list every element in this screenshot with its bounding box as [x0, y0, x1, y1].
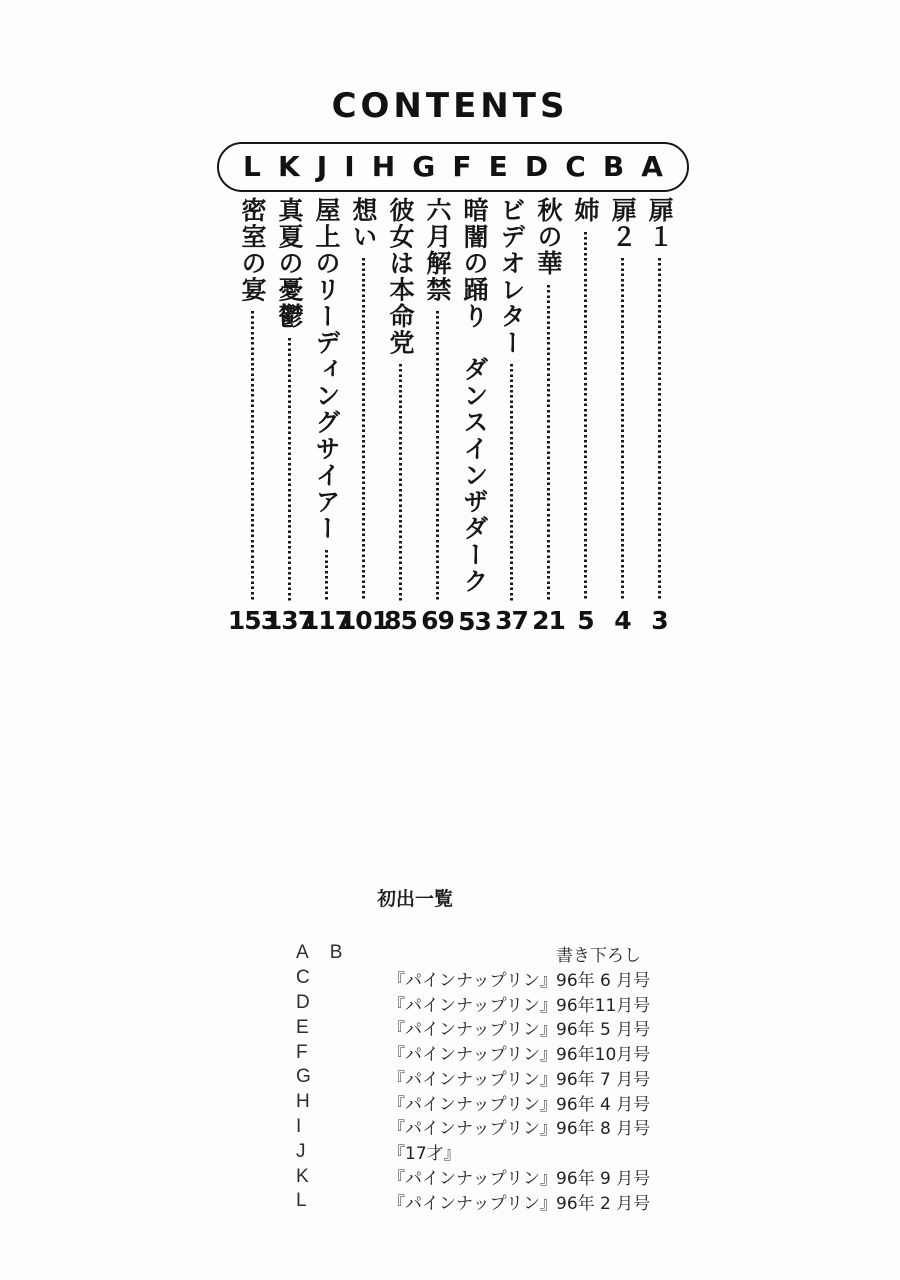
toc-entry-a: [641, 197, 678, 635]
dotted-leader: [547, 285, 550, 602]
chapter-title: 想い: [349, 197, 378, 250]
page-number: 153: [227, 606, 278, 635]
dotted-leader: [325, 550, 328, 602]
credit-letter-l: L: [296, 1190, 307, 1212]
toc-entry-j: [301, 197, 352, 635]
credit-source: 『パインナップリン』: [388, 1020, 557, 1041]
chapter-letter-g: G: [412, 150, 436, 183]
credit-letter-h: H: [296, 1091, 310, 1113]
toc-entry-h: [382, 197, 419, 635]
first-publication-row: [296, 966, 656, 991]
toc-entry-g: [419, 197, 456, 635]
toc-entry-f: [456, 197, 493, 635]
chapter-letter-h: H: [371, 150, 396, 183]
dotted-leader: [621, 258, 624, 601]
credit-letter-j: J: [296, 1140, 306, 1162]
credit-letters: [296, 1190, 388, 1212]
credit-source: 『パインナップリン』: [388, 1169, 557, 1190]
toc-entry-k: [264, 197, 315, 635]
credit-letters: [296, 1066, 388, 1088]
page-number: 3: [651, 606, 668, 635]
dotted-leader: [399, 364, 402, 601]
page-number: 101: [338, 606, 389, 635]
credit-letters: [296, 1017, 388, 1039]
dotted-leader: [251, 311, 254, 601]
credit-letter-i: I: [296, 1115, 302, 1137]
dotted-leader: [362, 258, 365, 601]
credit-letters: [296, 1116, 388, 1138]
chapter-title: 暗闇の踊り ダンスインザダーク: [460, 197, 489, 595]
page-number: 69: [421, 606, 454, 635]
credit-letter-a: A: [296, 942, 309, 964]
first-publication-row: [296, 1015, 656, 1040]
chapter-letter-b: B: [602, 150, 625, 183]
dotted-leader: [288, 338, 291, 602]
chapter-title: 彼女は本命党: [386, 197, 415, 356]
first-publication-row: [296, 991, 656, 1016]
credit-letter-f: F: [296, 1041, 308, 1063]
credit-letter-e: E: [296, 1016, 309, 1038]
credit-letter-b: B: [329, 942, 343, 964]
chapter-letter-e: E: [488, 150, 508, 183]
credit-issue: 書き下ろし: [556, 945, 641, 966]
first-publication-row: [296, 1189, 656, 1214]
credit-source: 『パインナップリン』: [388, 1045, 557, 1066]
credit-issue: 96年11月号: [556, 995, 651, 1016]
toc-entry-c: [567, 197, 604, 635]
credit-source: 『パインナップリン』: [388, 1193, 557, 1214]
toc-entry-i: [338, 197, 389, 635]
page-number: 5: [577, 606, 594, 635]
chapter-title: 扉２: [608, 197, 637, 250]
credit-issue: 96年 2 月号: [556, 1193, 651, 1214]
page-title: CONTENTS: [331, 86, 569, 126]
credit-issue: 96年 7 月号: [556, 1069, 651, 1090]
dotted-leader: [510, 364, 513, 601]
credit-source: 『パインナップリン』: [388, 995, 557, 1016]
chapter-title: 姉: [571, 197, 600, 224]
dotted-leader: [436, 311, 439, 601]
first-publication-row: [296, 1065, 656, 1090]
toc-entry-l: [227, 197, 278, 635]
first-publication-row: [296, 1139, 656, 1164]
credit-issue: 96年 6 月号: [556, 970, 651, 991]
dotted-leader: [658, 258, 661, 601]
chapter-letter-i: I: [344, 150, 355, 183]
credit-letter-g: G: [296, 1066, 311, 1088]
credit-letters: [296, 967, 388, 989]
credit-issue: 96年 5 月号: [556, 1020, 651, 1041]
chapter-title: 秋の華: [534, 197, 563, 277]
credit-letter-d: D: [296, 991, 310, 1013]
credit-issue: 96年10月号: [556, 1045, 651, 1066]
first-publication-row: [296, 1040, 656, 1065]
chapter-title: 屋上のリーディングサイアー: [312, 197, 341, 542]
toc-columns: [227, 197, 678, 636]
first-publication-rows: [296, 941, 656, 1214]
credit-letters: [296, 1141, 388, 1163]
chapter-letter-f: F: [452, 150, 472, 183]
chapter-letter-j: J: [316, 150, 328, 183]
chapter-title: 六月解禁: [423, 197, 452, 303]
chapter-letter-k: K: [277, 150, 300, 183]
toc-entry-e: [493, 197, 530, 635]
first-publication-row: [296, 1115, 656, 1140]
credit-letters: [296, 942, 388, 964]
credit-source: 『パインナップリン』: [388, 1119, 557, 1140]
chapter-title: 扉１: [645, 197, 674, 250]
chapter-title: 密室の宴: [238, 197, 267, 303]
credit-letter-k: K: [296, 1165, 309, 1187]
credit-issue: 96年 9 月号: [556, 1169, 651, 1190]
credit-issue: 96年 4 月号: [556, 1094, 651, 1115]
chapter-letter-a: A: [641, 150, 663, 183]
credit-source: 『パインナップリン』: [388, 970, 557, 991]
credit-issue: 96年 8 月号: [556, 1119, 651, 1140]
page-number: 137: [264, 606, 315, 635]
page-number: 21: [532, 606, 565, 635]
first-publication-row: [296, 1164, 656, 1189]
chapter-title: ビデオレター: [497, 197, 526, 356]
chapter-title: 真夏の憂鬱: [275, 197, 304, 330]
toc-entry-d: [530, 197, 567, 635]
page-number: 53: [458, 606, 491, 636]
toc-entry-b: [604, 197, 641, 635]
page-number: 37: [495, 606, 528, 635]
credit-letters: [296, 1042, 388, 1064]
first-publication-heading: 初出一覧: [377, 888, 454, 910]
first-publication-row: [296, 941, 656, 966]
page-number: 4: [614, 606, 631, 635]
first-publication-row: [296, 1090, 656, 1115]
chapter-letter-d: D: [524, 150, 549, 183]
credit-letters: [296, 1091, 388, 1113]
chapter-letters-pill: [217, 142, 689, 192]
chapter-letter-l: L: [243, 150, 261, 183]
credit-source: 『パインナップリン』: [388, 1094, 557, 1115]
dotted-leader: [584, 232, 587, 602]
chapter-letter-c: C: [565, 150, 586, 183]
credit-letter-c: C: [296, 967, 310, 989]
page-number: 85: [384, 606, 417, 635]
credit-letters: [296, 1166, 388, 1188]
page-number: 117: [301, 606, 352, 635]
credit-source: 『パインナップリン』: [388, 1069, 557, 1090]
credit-letters: [296, 992, 388, 1014]
credit-source: 『17才』: [388, 1144, 461, 1165]
